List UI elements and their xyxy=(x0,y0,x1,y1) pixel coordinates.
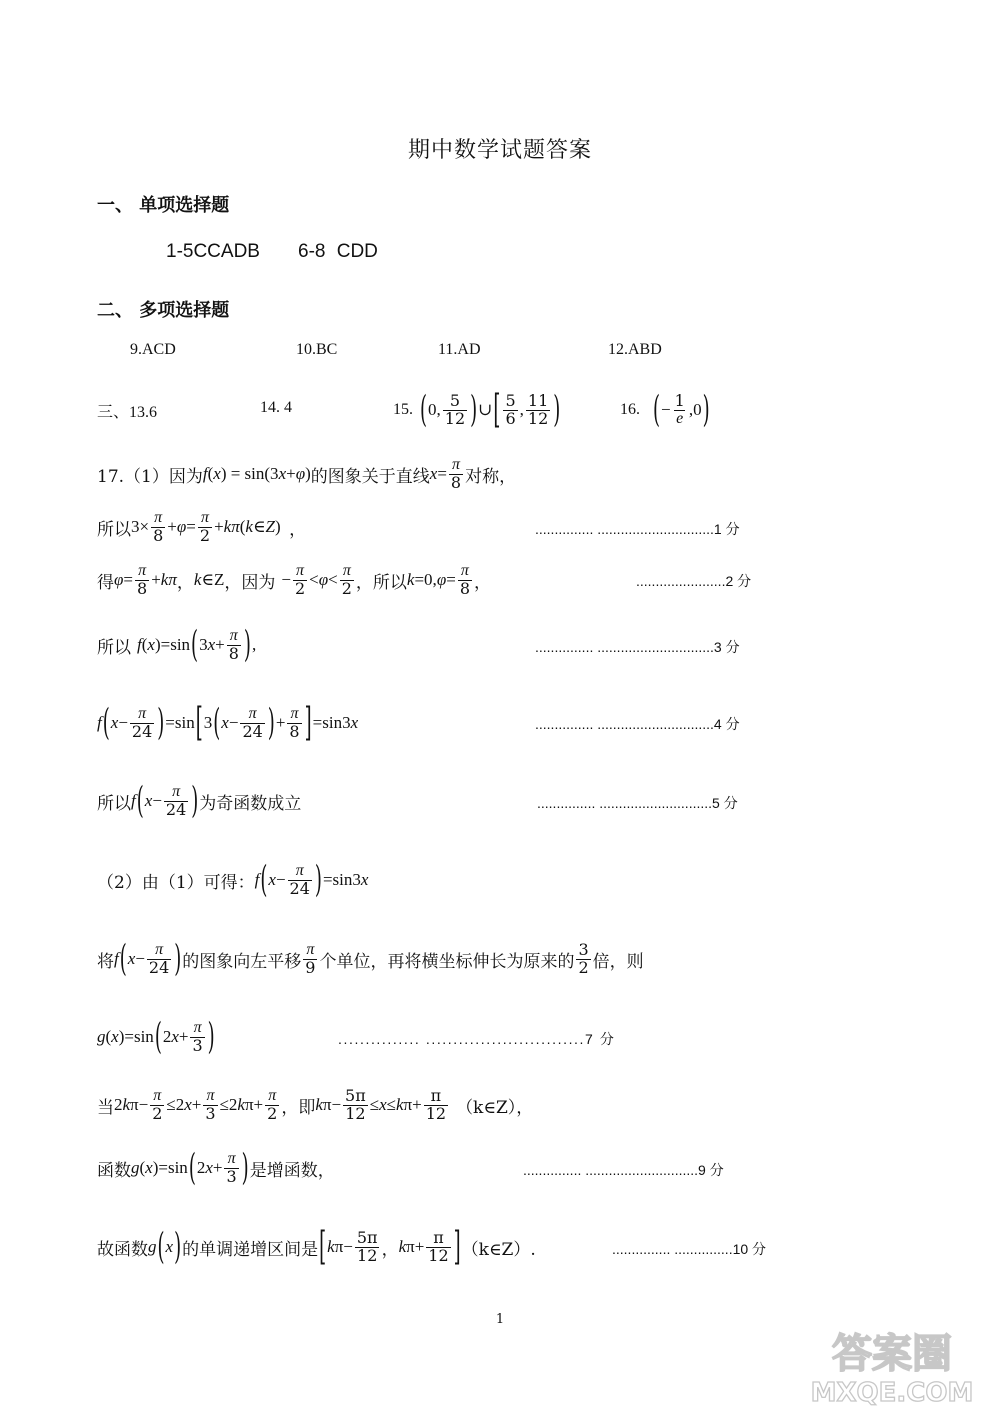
q17-ie: ，即 xyxy=(281,1097,316,1118)
watermark-top-text: 答案圈 xyxy=(832,1331,952,1377)
score-3: ............... ..............................3 分 xyxy=(535,639,740,655)
q17-conclusion: 故函数 g ( x ) 的单调递增区间是 [ k π− $\frac{5\pi}{12}$ ， k π+ $\frac{\pi}{12}$ ] （k∈Z）. xyxy=(97,1223,536,1271)
q17-get: 得 xyxy=(97,572,114,593)
q17-step5: 所以 f ( x − $\frac{\pi}{24}$ ) 为奇函数成立 xyxy=(97,780,302,822)
page-title: 期中数学试题答案 xyxy=(407,138,592,163)
answer-14: 14. 4 xyxy=(260,399,292,416)
answer-15: 15. ( 0, $\frac{5}{12}$ ) ∪ [ $\frac{5}{6}$ , $\frac{11}{12}$ ) xyxy=(393,386,561,434)
score-5: ............... .............................5 分 xyxy=(537,795,738,811)
score-10: ............... ...............10 分 xyxy=(612,1241,767,1257)
answer-15-label: 15. xyxy=(393,401,413,418)
q17-part2-intro: （2）由（1）可得： f ( x − $\frac{\pi}{24}$ ) =sin3 x xyxy=(97,859,369,901)
q17-when: 当 xyxy=(97,1097,114,1118)
q17-shift-b: 的图象向左平移 xyxy=(182,951,302,972)
q17-shift-d: 倍，则 xyxy=(592,951,644,972)
q17-gx: g ( x )=sin ( 2 x + $\frac{\pi}{3}$ ) xyxy=(97,1016,215,1058)
q17-inequality: 当 2 k π− $\frac{\pi}{2}$ ≤2 x + $\frac{\pi}{3}$ ≤2 k π+ $\frac{\pi}{2}$ ，即 k π− $\frac{5\pi}{12}$ ≤ x ≤ k π+ $\frac{\pi}{12}$ （k∈Z）， xyxy=(97,1085,534,1123)
score-4: ............... ..............................4 分 xyxy=(535,716,740,732)
q17-shift-a: 将 xyxy=(97,951,114,972)
q17-so1: 所以 xyxy=(97,519,131,540)
section1-heading: 一、 单项选择题 xyxy=(97,195,230,216)
score-1: ............... ..............................1 分 xyxy=(535,521,740,537)
q17-func: 函数 xyxy=(97,1160,131,1181)
answer-9: 9.ACD xyxy=(130,341,176,358)
q17-so-k: ，所以 xyxy=(355,572,407,593)
q17-intro-end: 对称， xyxy=(465,466,517,487)
q17-step1: 所以 3× $\frac{\pi}{8}$ + φ = $\frac{\pi}{2}$ + kπ ( k ∈ Z ) ， xyxy=(97,508,307,545)
q17-increasing: 函数 g ( x )=sin ( 2 x + $\frac{\pi}{3}$ ) 是增函数， xyxy=(97,1147,335,1189)
q17-conclusion-b: 的单调递增区间是 xyxy=(182,1239,319,1260)
answer-11: 11.AD xyxy=(438,341,481,358)
watermark-bottom-text: MXQE.COM xyxy=(810,1378,974,1407)
score-7: ............... .............................7 分 xyxy=(338,1031,616,1047)
answer-12: 12.ABD xyxy=(608,341,662,358)
q17-kz: （k∈Z）， xyxy=(456,1097,534,1118)
q17-step3: 所以 f ( x )=sin ( 3 x + $\frac{\pi}{8}$ ) , xyxy=(97,624,257,666)
mc-answers-6-8: 6-8 CDD xyxy=(298,241,378,262)
q17-intro-text: 17.（1）因为 xyxy=(97,466,203,487)
score-9: ............... .............................9 分 xyxy=(523,1162,724,1178)
section2-heading: 二、 多项选择题 xyxy=(97,300,230,321)
q17-step2: 得 φ = $\frac{\pi}{8}$ + kπ ， k ∈Z ，因为 − $\frac{\pi}{2}$ < φ < $\frac{\pi}{2}$ ，所以 k =0, φ = $\frac{\pi}{8}$ ， xyxy=(97,561,491,598)
q17-intro-mid: 的图象关于直线 xyxy=(310,466,430,487)
q17-increasing-text: 是增函数， xyxy=(249,1160,335,1181)
score-2: .......................2 分 xyxy=(636,573,752,589)
answer-16: 16. ( − $\frac{1}{e}$ ,0 ) xyxy=(620,389,710,431)
q17-odd: 为奇函数成立 xyxy=(199,793,302,814)
q17-part1-intro: 17.（1）因为 f ( x ) = sin(3 x + φ ) 的图象关于直线 x = $\frac{\pi}{8}$ 对称， xyxy=(97,455,517,492)
mc-answers-1-5: 1-5CCADB xyxy=(166,241,260,262)
answer-16-label: 16. xyxy=(620,401,640,418)
q17-conclusion-c: （k∈Z）. xyxy=(461,1239,536,1260)
q17-conclusion-a: 故函数 xyxy=(97,1239,148,1260)
q17-so5: 所以 xyxy=(97,793,131,814)
q17-shift: 将 f ( x − $\frac{\pi}{24}$ ) 的图象向左平移 $\frac{\pi}{9}$ 个单位，再将横坐标伸长为原来的 $\frac{3}{2}$ 倍，则 xyxy=(97,938,644,980)
q17-so3: 所以 xyxy=(97,637,131,658)
page-number: 1 xyxy=(495,1312,505,1327)
q17-step4: f ( x − $\frac{\pi}{24}$ ) =sin [ 3 ( x − $\frac{\pi}{24}$ ) + $\frac{\pi}{8}$ ] =sin3 x xyxy=(97,699,359,747)
answer-10: 10.BC xyxy=(296,341,338,358)
section3-label-13: 三、13.6 xyxy=(97,404,158,421)
q17-shift-c: 个单位，再将横坐标伸长为原来的 xyxy=(319,951,575,972)
q17-part2-text: （2）由（1）可得： xyxy=(97,872,255,893)
q17-because: ，因为 xyxy=(224,572,276,593)
watermark-logo xyxy=(800,1325,985,1407)
